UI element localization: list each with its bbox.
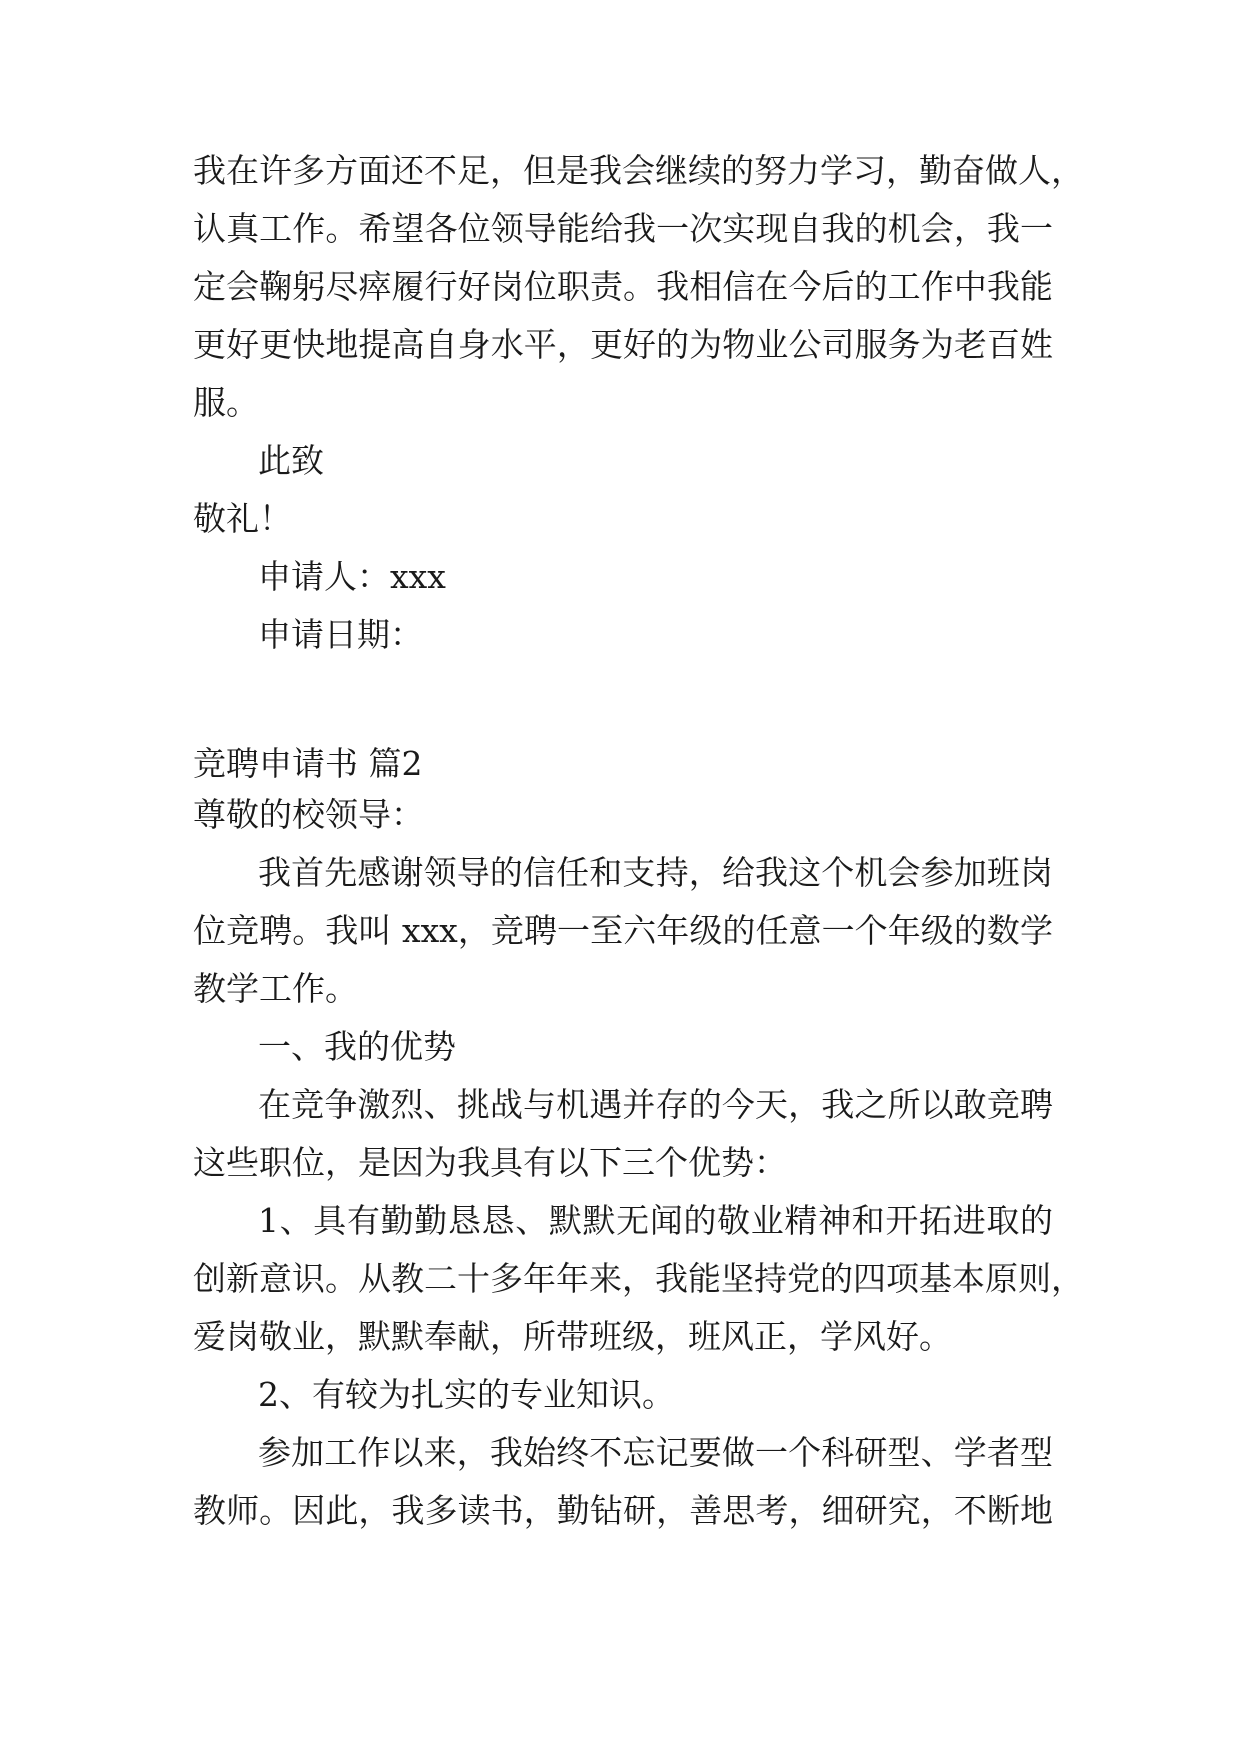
subheading: 一、我的优势 — [258, 1027, 456, 1066]
paragraph-line: 1、具有勤勤恳恳、默默无闻的敬业精神和开拓进取的 — [258, 1201, 1053, 1240]
paragraph-line: 更好更快地提高自身水平，更好的为物业公司服务为老百姓 — [193, 325, 1053, 364]
paragraph-line: 爱岗敬业，默默奉献，所带班级，班风正，学风好。 — [193, 1317, 952, 1356]
paragraph-line: 在竞争激烈、挑战与机遇并存的今天，我之所以敢竞聘 — [258, 1085, 1053, 1124]
paragraph-line: 我在许多方面还不足，但是我会继续的努力学习，勤奋做人， — [193, 151, 1084, 190]
paragraph-line: 教师。因此，我多读书，勤钻研，善思考，细研究，不断地 — [193, 1491, 1053, 1530]
closing-regards: 敬礼！ — [193, 499, 292, 538]
paragraph-line: 服。 — [193, 383, 259, 422]
applicant-name: 申请人：xxx — [258, 557, 446, 596]
paragraph-line: 位竞聘。我叫 xxx，竞聘一至六年级的任意一个年级的数学 — [193, 911, 1053, 950]
paragraph-line: 教学工作。 — [193, 969, 358, 1008]
application-date: 申请日期： — [258, 615, 423, 654]
closing-salutation: 此致 — [258, 441, 324, 480]
section-title: 竞聘申请书 篇2 — [193, 744, 423, 783]
paragraph-line: 2、有较为扎实的专业知识。 — [258, 1375, 675, 1414]
paragraph-line: 我首先感谢领导的信任和支持，给我这个机会参加班岗 — [258, 853, 1053, 892]
greeting: 尊敬的校领导： — [193, 795, 424, 834]
paragraph-line: 创新意识。从教二十多年年来，我能坚持党的四项基本原则， — [193, 1259, 1084, 1298]
paragraph-line: 认真工作。希望各位领导能给我一次实现自我的机会，我一 — [193, 209, 1053, 248]
paragraph-line: 这些职位，是因为我具有以下三个优势： — [193, 1143, 787, 1182]
paragraph-line: 定会鞠躬尽瘁履行好岗位职责。我相信在今后的工作中我能 — [193, 267, 1053, 306]
paragraph-line: 参加工作以来，我始终不忘记要做一个科研型、学者型 — [258, 1433, 1053, 1472]
